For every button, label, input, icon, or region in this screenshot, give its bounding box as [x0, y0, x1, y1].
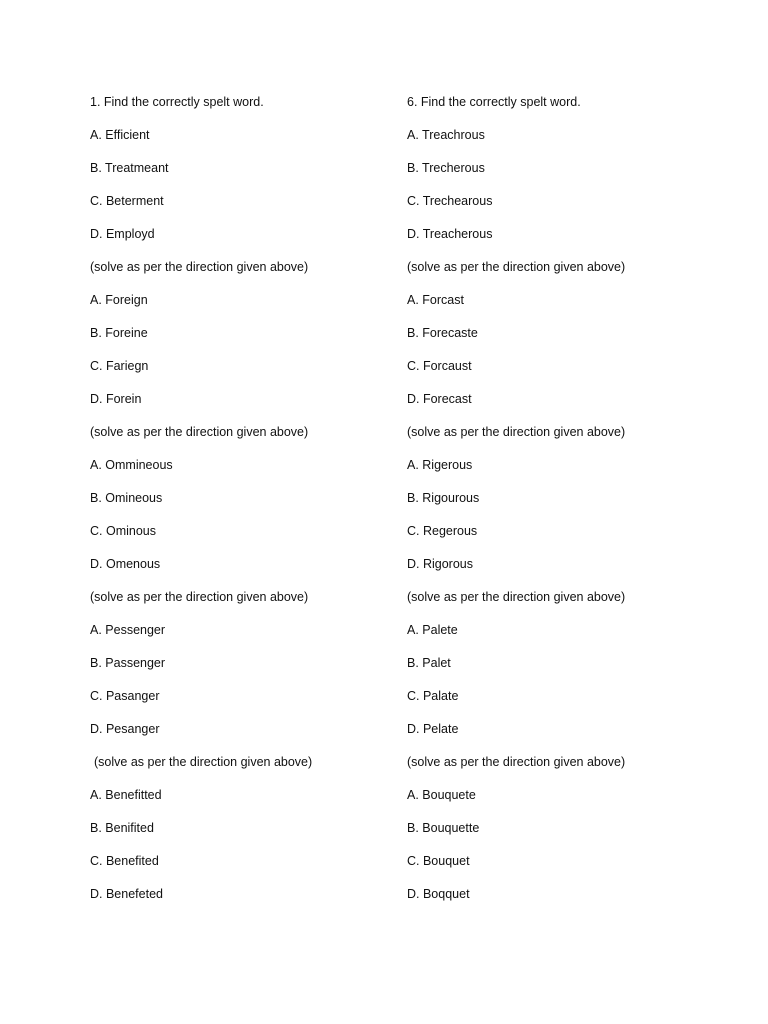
question-heading: 6. Find the correctly spelt word. [407, 95, 581, 109]
option-line: B. Omineous [90, 491, 163, 505]
option-line: A. Rigerous [407, 458, 473, 472]
direction-note: (solve as per the direction given above) [407, 425, 626, 439]
direction-note: (solve as per the direction given above) [407, 755, 626, 769]
option-line: C. Trechearous [407, 194, 493, 208]
option-line: D. Employd [90, 227, 155, 241]
question-heading: 1. Find the correctly spelt word. [90, 95, 264, 109]
option-line: A. Benefitted [90, 788, 162, 802]
option-line: D. Forecast [407, 392, 472, 406]
option-line: D. Omenous [90, 557, 161, 571]
direction-note: (solve as per the direction given above) [90, 590, 309, 604]
option-line: B. Treatmeant [90, 161, 169, 175]
direction-note: (solve as per the direction given above) [90, 260, 309, 274]
option-line: C. Palate [407, 689, 459, 703]
option-line: B. Trecherous [407, 161, 485, 175]
option-line: A. Forcast [407, 293, 464, 307]
option-line: C. Pasanger [90, 689, 160, 703]
option-line: A. Efficient [90, 128, 150, 142]
option-line: A. Treachrous [407, 128, 485, 142]
option-line: A. Bouquete [407, 788, 476, 802]
option-line: B. Forecaste [407, 326, 478, 340]
option-line: A. Foreign [90, 293, 148, 307]
direction-note: (solve as per the direction given above) [94, 755, 313, 769]
option-line: C. Ominous [90, 524, 156, 538]
option-line: B. Foreine [90, 326, 148, 340]
option-line: B. Palet [407, 656, 451, 670]
direction-note: (solve as per the direction given above) [407, 590, 626, 604]
option-line: C. Fariegn [90, 359, 149, 373]
option-line: D. Pelate [407, 722, 459, 736]
option-line: B. Benifited [90, 821, 154, 835]
option-line: D. Pesanger [90, 722, 160, 736]
option-line: D. Forein [90, 392, 142, 406]
option-line: B. Bouquette [407, 821, 480, 835]
option-line: D. Boqquet [407, 887, 470, 901]
option-line: D. Benefeted [90, 887, 163, 901]
option-line: A. Palete [407, 623, 458, 637]
option-line: D. Rigorous [407, 557, 473, 571]
option-line: B. Passenger [90, 656, 166, 670]
option-line: A. Pessenger [90, 623, 166, 637]
direction-note: (solve as per the direction given above) [407, 260, 626, 274]
option-line: A. Ommineous [90, 458, 173, 472]
option-line: C. Forcaust [407, 359, 472, 373]
option-line: D. Treacherous [407, 227, 493, 241]
option-line: C. Benefited [90, 854, 159, 868]
option-line: C. Beterment [90, 194, 164, 208]
right-question-column [407, 91, 727, 916]
option-line: B. Rigourous [407, 491, 480, 505]
direction-note: (solve as per the direction given above) [90, 425, 309, 439]
option-line: C. Regerous [407, 524, 478, 538]
option-line: C. Bouquet [407, 854, 470, 868]
left-question-column [90, 91, 410, 916]
